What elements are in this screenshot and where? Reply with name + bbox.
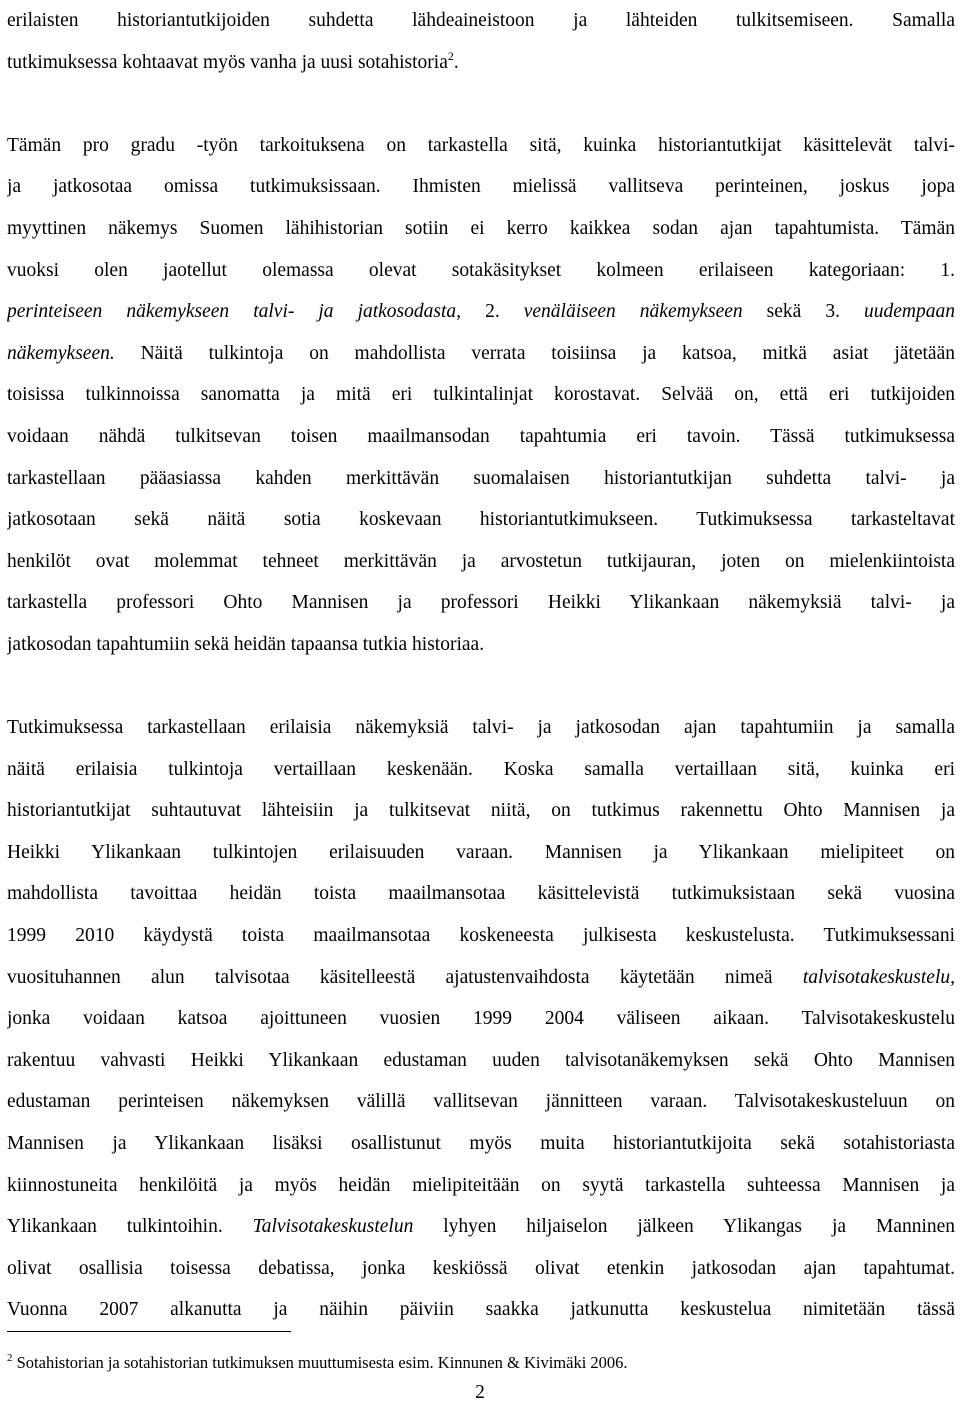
text-fragment: lyhyen hiljaiselon jälkeen Ylikangas ja Manninen	[413, 1216, 955, 1238]
text-line: voidaan nähdä tulkitsevan toisen maailmansodan tapahtumia eri tavoin. Tässä tutkimuksessa	[7, 425, 955, 447]
paragraph-3	[7, 707, 955, 1331]
text-line: tarkastellaan pääasiassa kahden merkittävän suomalaisen historiantutkijan suhdetta talvi- ja	[7, 467, 955, 489]
text-line: rakentuu vahvasti Heikki Ylikankaan edustaman uuden talvisotanäkemyksen sekä Ohto Mannisen	[7, 1049, 955, 1071]
text-line	[7, 291, 955, 333]
italic-term: talvisotakeskustelu,	[802, 966, 955, 988]
text-line: henkilöt ovat molemmat tehneet merkittävän ja arvostetun tutkijauran, joten on mielenkiintoista	[7, 550, 955, 572]
text-line: tarkastella professori Ohto Mannisen ja professori Heikki Ylikankaan näkemyksiä talvi- ja	[7, 592, 955, 614]
text-line: historiantutkijat suhtautuvat lähteisiin ja tulkitsevat niitä, on tutkimus rakennettu Ohto Mannisen ja	[7, 800, 955, 822]
text-line: vuoksi olen jaotellut olemassa olevat sotakäsitykset kolmeen erilaiseen kategoriaan: 1.	[7, 259, 955, 281]
text-line: Tämän pro gradu -työn tarkoituksena on tarkastella sitä, kuinka historiantutkijat käsittelevät talvi-	[7, 134, 955, 156]
text-line: erilaisten historiantutkijoiden suhdetta lähdeaineistoon ja lähteiden tulkitsemiseen. Samalla	[7, 10, 955, 31]
text-line: Tutkimuksessa tarkastellaan erilaisia näkemyksiä talvi- ja jatkosodan ajan tapahtumiin ja samalla	[7, 717, 955, 739]
text-line: olivat osallisia toisessa debatissa, jonka keskiössä olivat etenkin jatkosodan ajan tapahtumat.	[7, 1257, 955, 1279]
italic-term: uudempaan	[864, 301, 955, 323]
text-line: mahdollista tavoittaa heidän toista maailmansotaa käsittelevistä tutkimuksistaan sekä vuosina	[7, 883, 955, 905]
text-fragment: .	[453, 51, 459, 73]
text-line: Vuonna 2007 alkanutta ja näihin päiviin saakka jatkunutta keskustelua nimitetään tässä	[7, 1299, 955, 1321]
text-line: ja jatkosotaa omissa tutkimuksissaan. Ihmisten mielissä vallitseva perinteinen, joskus jopa	[7, 176, 955, 198]
italic-term: Talvisotakeskustelun	[252, 1216, 414, 1238]
text-fragment: vuosituhannen alun talvisotaa käsitelleestä ajatustenvaihdosta käytetään nimeä	[7, 966, 803, 988]
italic-term: perinteiseen näkemykseen talvi- ja jatkosodasta,	[7, 301, 462, 323]
footnote	[7, 1352, 955, 1374]
text-line: näitä erilaisia tulkintoja vertaillaan keskenään. Koska samalla vertaillaan sitä, kuinka eri	[7, 758, 955, 780]
text-fragment: sekä 3.	[742, 301, 865, 323]
document-body	[7, 0, 955, 1331]
text-line: myyttinen näkemys Suomen lähihistorian sotiin ei kerro kaikkea sodan ajan tapahtumista. Tämän	[7, 217, 955, 239]
text-fragment: 2.	[461, 301, 524, 323]
italic-term: venäläiseen näkemykseen	[523, 301, 743, 323]
page-number: 2	[475, 1382, 485, 1403]
footnote-number: 2	[7, 1352, 13, 1364]
text-line	[7, 333, 955, 375]
footnote-reference: 2	[447, 48, 454, 63]
paragraph-2	[7, 125, 955, 666]
text-line: Heikki Ylikankaan tulkintojen erilaisuuden varaan. Mannisen ja Ylikankaan mielipiteet on	[7, 841, 955, 863]
footnote-separator	[7, 1331, 291, 1332]
text-line: jatkosodan tapahtumiin sekä heidän tapaansa tutkia historiaa.	[7, 633, 485, 655]
text-line: jatkosotaan sekä näitä sotia koskevaan historiantutkimukseen. Tutkimuksessa tarkasteltavat	[7, 509, 955, 531]
text-line: jonka voidaan katsoa ajoittuneen vuosien 1999 2004 väliseen aikaan. Talvisotakeskustelu	[7, 1008, 955, 1030]
text-line: 1999 2010 käydystä toista maailmansotaa koskeneesta julkisesta keskustelusta. Tutkimuksessani	[7, 925, 955, 947]
text-line: kiinnostuneita henkilöitä ja myös heidän mielipiteitään on syytä tarkastella suhteessa Mannisen ja	[7, 1174, 955, 1196]
text-line	[7, 42, 955, 84]
text-fragment: Ylikankaan tulkintoihin.	[7, 1216, 253, 1238]
text-fragment: Näitä tulkintoja on mahdollista verrata toisiinsa ja katsoa, mitkä asiat jätetään	[114, 342, 955, 364]
footnote-text: Sotahistorian ja sotahistorian tutkimuksen muuttumisesta esim. Kinnunen & Kivimäki 2006.	[12, 1353, 628, 1372]
text-line	[7, 957, 955, 999]
paragraph-gap	[7, 83, 955, 125]
text-line: toisissa tulkinnoissa sanomatta ja mitä eri tulkintalinjat korostavat. Selvää on, että eri tutkijoiden	[7, 384, 955, 406]
italic-term: näkemykseen.	[7, 342, 115, 364]
text-line: edustaman perinteisen näkemyksen välillä vallitsevan jännitteen varaan. Talvisotakeskusteluun on	[7, 1091, 955, 1113]
paragraph-gap	[7, 666, 955, 708]
text-line: Mannisen ja Ylikankaan lisäksi osallistunut myös muita historiantutkijoita sekä sotahistoriasta	[7, 1133, 955, 1155]
text-fragment: tutkimuksessa kohtaavat myös vanha ja uusi sotahistoria	[7, 51, 448, 73]
text-line	[7, 1206, 955, 1248]
paragraph-1	[7, 0, 955, 83]
